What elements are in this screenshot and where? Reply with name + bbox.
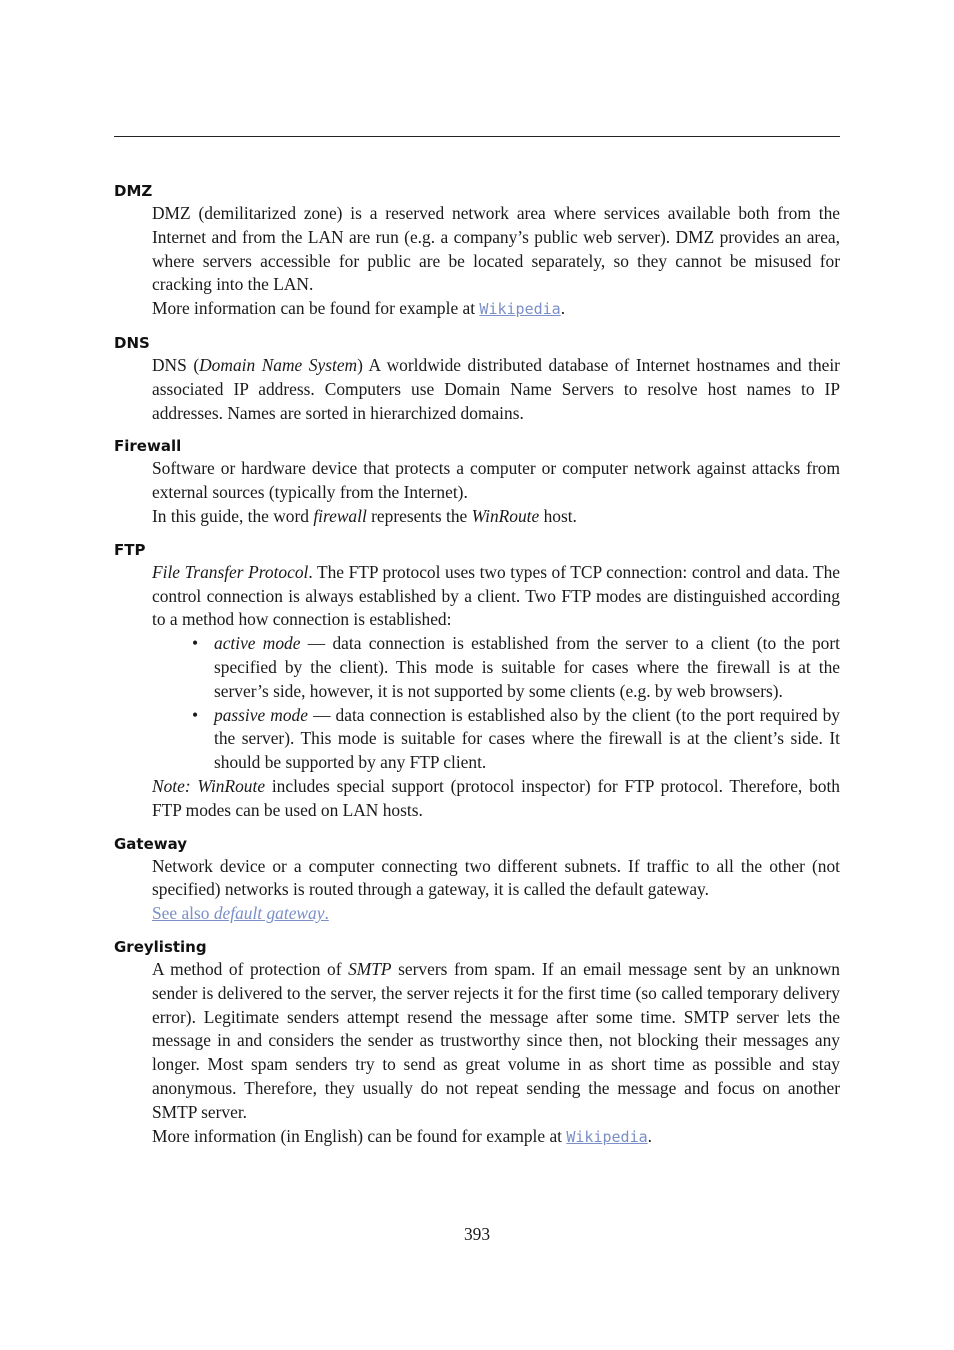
dmz-more-info: More information can be found for example at Wikipedia. (152, 298, 566, 319)
gateway-paragraph: Network device or a computer connecting two different subnets. If traffic to all the other (not specified) networks is routed through a gateway, it is called the default gateway. (152, 855, 840, 900)
glossary-entry-dns (114, 332, 840, 425)
definition-greylisting (152, 958, 840, 1149)
gateway-see-also (152, 902, 840, 926)
term-dmz: DMZ (114, 182, 153, 200)
glossary-content (114, 180, 840, 1159)
page-number: 393 (463, 1224, 491, 1244)
list-item-passive-mode: • passive mode — data connection is established also by the client (to the port required by the server). This mode is suitable for cases where the firewall is at the client’s side. It should be supported by any FTP client. (214, 704, 840, 775)
dns-paragraph: DNS (Domain Name System) A worldwide distributed database of Internet hostnames and their associated IP address. Computers use Domain Name Servers to resolve host names to IP addresses. Names are sorted in hierarchized domains. (152, 354, 840, 423)
term-firewall: Firewall (114, 437, 182, 456)
definition-ftp (152, 561, 840, 823)
firewall-guide-note: In this guide, the word firewall represents the WinRoute host. (152, 505, 577, 526)
ftp-modes-list (152, 632, 840, 775)
glossary-entry-firewall (114, 435, 840, 528)
greylisting-paragraph: A method of protection of SMTP servers from spam. If an email message sent by an unknown sender is delivered to the server, the server rejects it for the first time (so called temporary delivery error). Legitimate senders attempt resend the message after some time. SMTP server lets the message in and considers the sender as trustworthy since then, not blocking their messages any longer. Most spam senders try to send as great volume in as short time as possible and stay anonymous. Therefore, they usually do not repeat sending the message and focus on another SMTP server. (152, 958, 840, 1122)
definition-dmz (152, 202, 840, 322)
definition-dns (152, 354, 840, 425)
term-gateway: Gateway (114, 834, 188, 853)
wikipedia-link-greylisting[interactable]: Wikipedia (566, 1127, 648, 1146)
glossary-entry-ftp (114, 539, 840, 823)
ftp-note: Note: WinRoute includes special support (protocol inspector) for FTP protocol. Therefore, both FTP modes can be used on LAN hosts. (152, 775, 840, 820)
term-dns: DNS (114, 333, 150, 352)
dmz-paragraph: DMZ (demilitarized zone) is a reserved network area where services available both from the Internet and from the LAN are run (e.g. a company’s public web server). DMZ provides an area, where servers accessible for public are be located separately, so they cannot be misused for cracking into the LAN. (152, 203, 840, 295)
glossary-entry-greylisting (114, 936, 840, 1149)
header-rule (114, 136, 840, 137)
glossary-entry-gateway (114, 833, 840, 926)
term-ftp: FTP (114, 540, 146, 559)
definition-gateway (152, 855, 840, 926)
term-greylisting: Greylisting (114, 937, 207, 956)
list-item-active-mode: • active mode — data connection is established from the server to a client (to the port specified by the client). This mode is suitable for cases where the firewall is at the server’s side, however, it is not supported by some clients (e.g. by web browsers). (214, 632, 840, 703)
wikipedia-link-dmz[interactable]: Wikipedia (479, 300, 561, 319)
glossary-entry-dmz (114, 180, 840, 322)
greylisting-more-info: More information (in English) can be found for example at Wikipedia. (152, 1125, 652, 1146)
see-also-default-gateway-link[interactable]: See also default gateway. (152, 903, 329, 924)
firewall-paragraph: Software or hardware device that protects a computer or computer network against attacks from external sources (typically from the Internet). (152, 458, 840, 503)
definition-firewall (152, 457, 840, 528)
ftp-intro: File Transfer Protocol. The FTP protocol uses two types of TCP connection: control and data. The control connection is always established by a client. Two FTP modes are distinguished according to a method how connection is established: (152, 561, 841, 630)
